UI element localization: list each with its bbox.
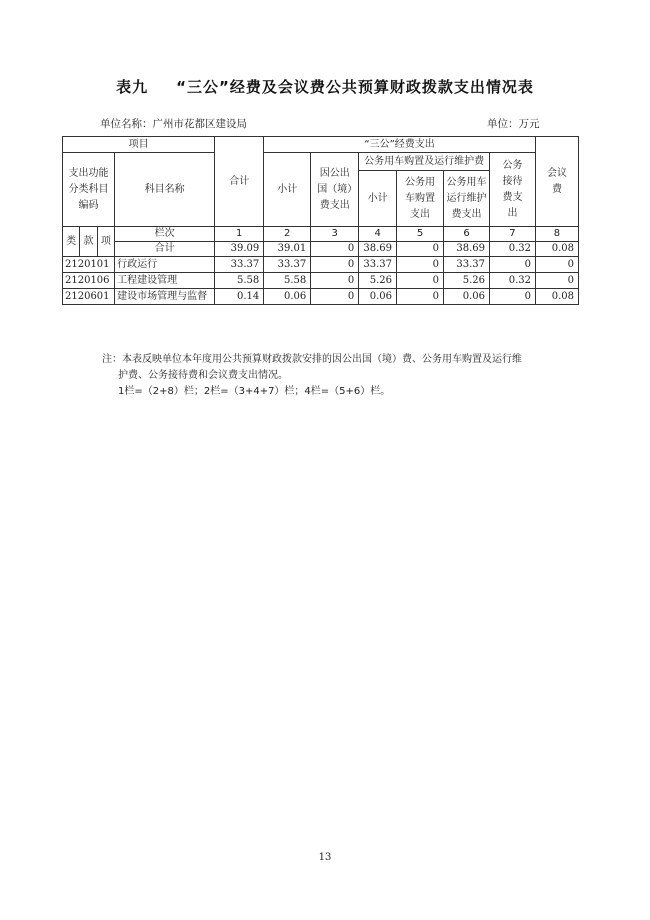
total-value: 0 [311,242,359,257]
row-value: 5.26 [359,273,397,289]
row-value: 0 [535,273,578,289]
table-title [0,76,650,97]
header-vehicle-purchase: 公务用车购置支出 [397,171,444,227]
row-value: 0.06 [444,289,490,305]
row-value: 0.14 [215,289,264,305]
col-num: 5 [397,227,444,242]
row-value: 33.37 [359,257,397,273]
title-main: “三公”经费及会议费公共预算财政拨款支出情况表 [176,78,534,96]
unit-label: 单位：万元 [487,118,540,130]
header-vehicle-maint: 公务用车运行维护费支出 [444,171,490,227]
row-code: 2120601 [63,289,115,305]
row-value: 5.58 [215,273,264,289]
header-sangong: “三公”经费支出 [264,137,536,153]
total-value: 38.69 [444,242,490,257]
row-name: 行政运行 [115,257,215,273]
row-value: 0 [311,273,359,289]
total-value: 39.01 [264,242,311,257]
row-value: 0 [535,257,578,273]
total-row [63,242,579,257]
col-num: 7 [489,227,535,242]
header-total: 合计 [215,137,264,227]
header-kuan: 款 [80,227,97,257]
table-row [63,257,579,273]
note-line-2: 护费、公务接待费和会议费支出情况。 [118,370,288,381]
header-abroad: 因公出国（境）费支出 [311,153,359,227]
table-row [63,289,579,305]
header-lei: 类 [63,227,80,257]
header-lanci: 栏次 [115,227,215,242]
header-reception: 公务接待费支出 [489,153,535,227]
total-label: 合计 [115,242,215,257]
row-value: 0 [397,289,444,305]
row-name: 工程建设管理 [115,273,215,289]
header-xiang: 项 [97,227,114,257]
header-subtotal: 小计 [264,153,311,227]
row-code: 2120101 [63,257,115,273]
header-func-code: 支出功能分类科目编码 [63,153,115,227]
title-prefix: 表九 [116,78,149,96]
header-vehicle-subtotal: 小计 [359,171,397,227]
row-value: 0.08 [535,289,578,305]
header-row-1 [63,137,579,153]
total-value: 0.32 [489,242,535,257]
total-value: 0 [397,242,444,257]
row-value: 0.06 [359,289,397,305]
note-line-1: 注：本表反映单位本年度用公共预算财政拨款安排的因公出国（境）费、公务用车购置及运行维 [102,354,522,365]
note-line-3: 1栏=（2+8）栏；2栏=（3+4+7）栏；4栏=（5+6）栏。 [118,386,391,397]
row-value: 0 [489,257,535,273]
col-num: 6 [444,227,490,242]
row-value: 33.37 [264,257,311,273]
notes [102,352,572,400]
col-num: 4 [359,227,397,242]
col-num: 3 [311,227,359,242]
header-row-2 [63,153,579,171]
header-meeting: 会议费 [535,137,578,227]
row-value: 5.58 [264,273,311,289]
row-value: 5.26 [444,273,490,289]
col-num: 2 [264,227,311,242]
row-value: 0 [397,273,444,289]
header-project: 项目 [63,137,215,153]
header-vehicle: 公务用车购置及运行维护费 [359,153,490,171]
header-subject-name: 科目名称 [115,153,215,227]
row-value: 0.06 [264,289,311,305]
row-value: 0 [311,289,359,305]
col-num: 1 [215,227,264,242]
unit-name: 单位名称：广州市花都区建设局 [100,118,247,130]
row-code: 2120106 [63,273,115,289]
lanci-row [63,227,579,242]
row-value: 33.37 [215,257,264,273]
col-num: 8 [535,227,578,242]
row-name: 建设市场管理与监督 [115,289,215,305]
expenditure-table [62,136,579,305]
total-value: 0.08 [535,242,578,257]
total-value: 39.09 [215,242,264,257]
row-value: 0 [397,257,444,273]
row-value: 0 [311,257,359,273]
row-value: 0 [489,289,535,305]
total-value: 38.69 [359,242,397,257]
row-value: 33.37 [444,257,490,273]
page-number: 13 [318,852,332,863]
row-value: 0.32 [489,273,535,289]
table-row [63,273,579,289]
